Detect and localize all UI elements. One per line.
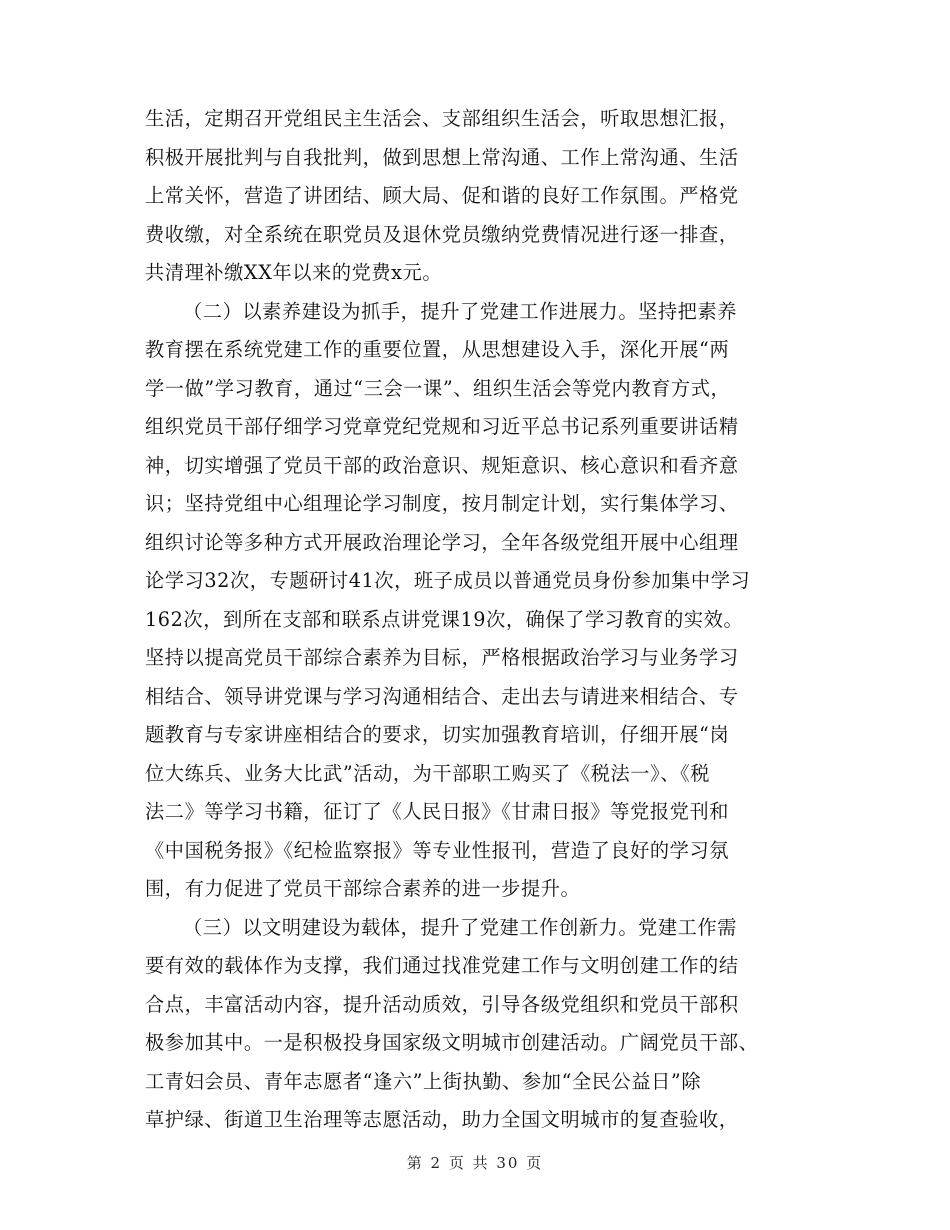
text-line: 坚持以提高党员干部综合素养为目标，严格根据政治学习与业务学习 (145, 646, 739, 669)
text-line: 极参加其中。一是积极投身国家级文明城市创建活动。广阔党员干部、 (145, 1031, 759, 1054)
page-number-footer: 第 2 页 共 30 页 (406, 1154, 544, 1172)
text-line: 共清理补缴XX年以来的党费x元。 (145, 261, 443, 284)
text-line: 《中国税务报》《纪检监察报》等专业性报刊，营造了良好的学习氛 (145, 838, 730, 862)
text-line: 上常关怀，营造了讲团结、顾大局、促和谐的良好工作氛围。严格党 (145, 184, 739, 207)
text-line: 神，切实增强了党员干部的政治意识、规矩意识、核心意识和看齐意 (145, 453, 739, 477)
text-line: 生活，定期召开党组民主生活会、支部组织生活会，听取思想汇报， (145, 107, 739, 130)
text-line: 费收缴，对全系统在职党员及退休党员缴纳党费情况进行逐一排查， (145, 222, 739, 246)
text-line: 162次，到所在支部和联系点讲党课19次，确保了学习教育的实效。 (145, 607, 744, 631)
text-line: 相结合、领导讲党课与学习沟通相结合、走出去与请进来相结合、专 (145, 684, 739, 708)
text-line: 学一做”学习教育，通过“三会一课”、组织生活会等党内教育方式， (145, 376, 731, 400)
text-line: 合点，丰富活动内容，提升活动质效，引导各级党组织和党员干部积 (145, 992, 739, 1016)
section-heading-line: （二）以素养建设为抓手，提升了党建工作进展力。坚持把素养 (183, 299, 738, 323)
text-line: 题教育与专家讲座相结合的要求，切实加强教育培训，仔细开展“岗 (145, 723, 730, 746)
text-line: 论学习32次，专题研讨41次，班子成员以普通党员身份参加集中学习 (145, 569, 751, 592)
section-heading-line: （三）以文明建设为载体，提升了党建工作创新力。党建工作需 (183, 915, 738, 939)
text-line: 围，有力促进了党员干部综合素养的进一步提升。 (145, 877, 581, 900)
text-line: 教育摆在系统党建工作的重要位置，从思想建设入手，深化开展“两 (145, 338, 730, 361)
text-line: 组织讨论等多种方式开展政治理论学习，全年各级党组开展中心组理 (145, 530, 739, 554)
text-line: 草护绿、街道卫生治理等志愿活动，助力全国文明城市的复查验收， (145, 1108, 739, 1131)
text-line: 积极开展批判与自我批判，做到思想上常沟通、工作上常沟通、生活 (145, 145, 739, 169)
text-line: 识；坚持党组中心组理论学习制度，按月制定计划，实行集体学习、 (145, 492, 739, 515)
text-line: 法二》等学习书籍，征订了《人民日报》《甘肃日报》等党报党刊和 (145, 800, 730, 823)
text-line: 工青妇会员、青年志愿者“逢六”上街执勤、参加“全民公益日”除 (145, 1069, 702, 1093)
text-line: 位大练兵、业务大比武”活动，为干部职工购买了《税法一》、《税 (145, 761, 711, 785)
text-line: 要有效的载体作为支撑，我们通过找准党建工作与文明创建工作的结 (145, 954, 739, 977)
body-text (145, 100, 815, 1140)
text-line: 组织党员干部仔细学习党章党纪党规和习近平总书记系列重要讲话精 (145, 415, 739, 438)
